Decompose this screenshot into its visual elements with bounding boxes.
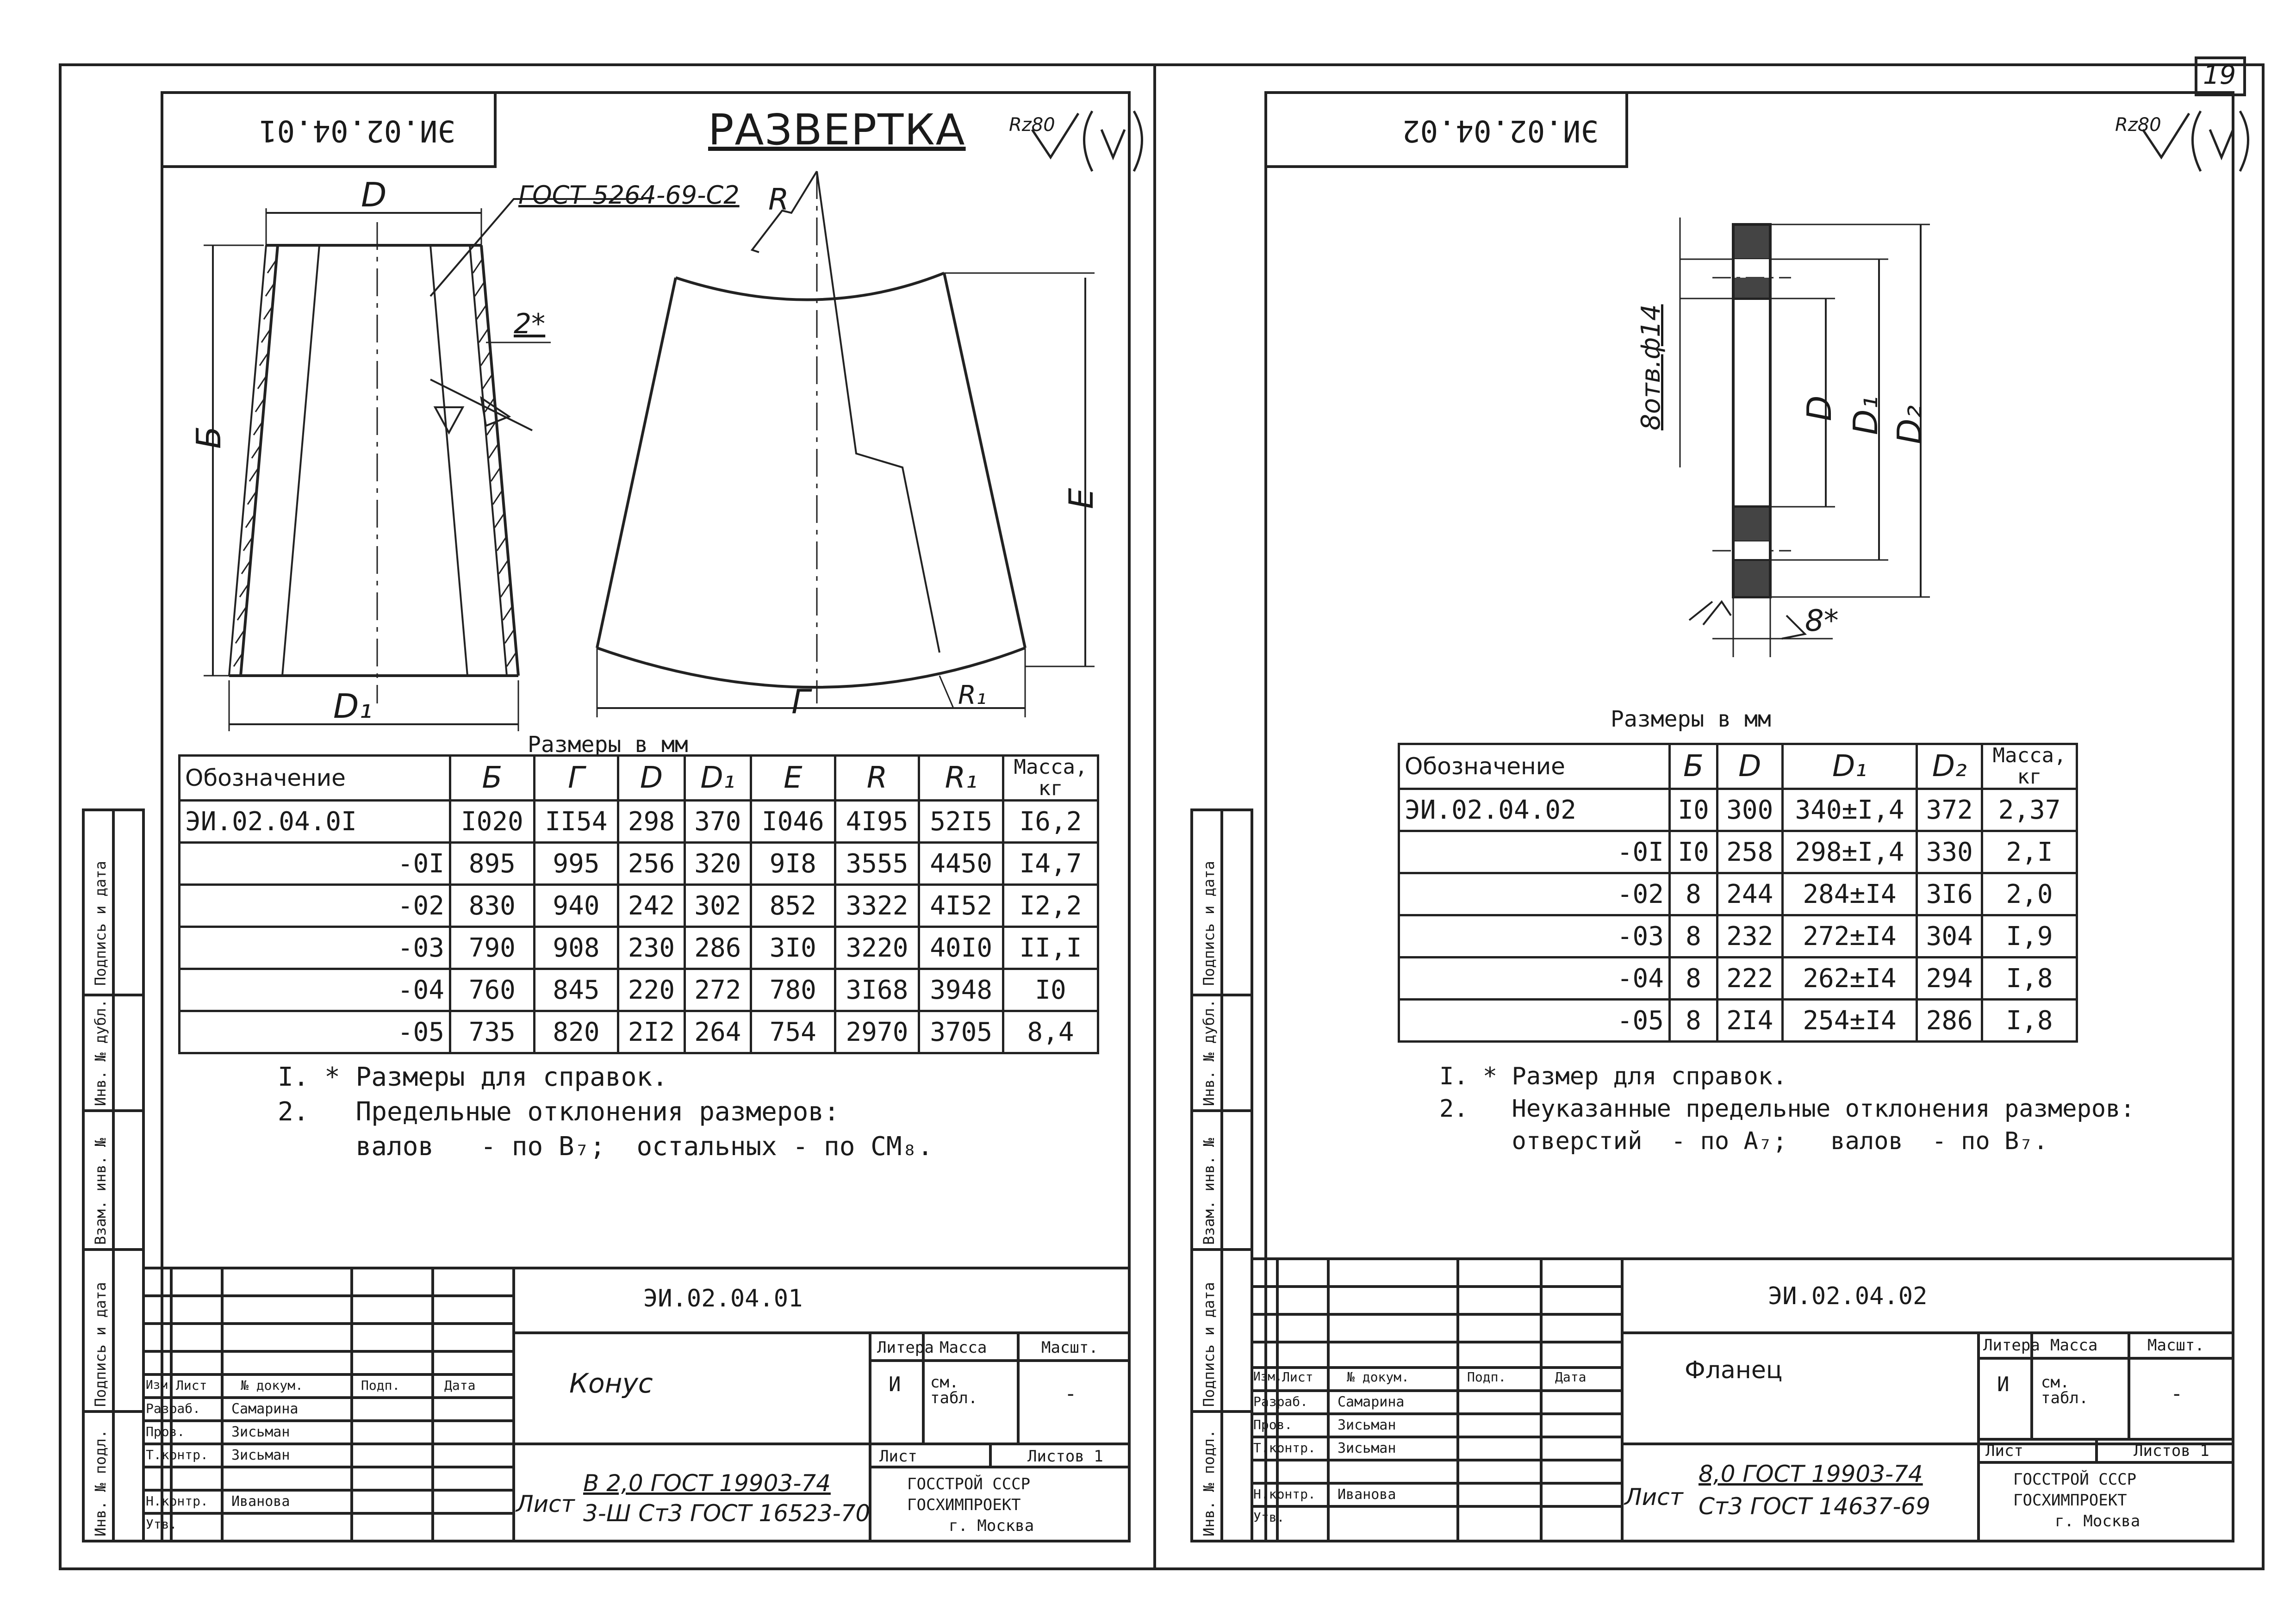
right-tb-mass-head: Масса [2050, 1336, 2098, 1355]
cell: 4450 [919, 843, 1003, 885]
left-tb-mass-head: Масса [940, 1338, 987, 1357]
cone-label-D1: D₁ [333, 687, 373, 726]
cell: I0 [1670, 831, 1717, 873]
table-row [180, 801, 1098, 843]
left-tb-mass: см. табл. [930, 1373, 978, 1407]
right-code-inverted: ЭИ.02.04.02 [1402, 113, 1599, 148]
right-tb-head-doc: № докум. [1347, 1369, 1409, 1385]
right-tb-person: Самарина [1338, 1394, 1405, 1410]
cell-designation: -0I [180, 843, 450, 885]
cell: 3705 [919, 1011, 1003, 1053]
cell-mass: 8,4 [1003, 1011, 1098, 1053]
flange-label-D2: D₂ [1890, 405, 1929, 444]
cell-designation: -02 [1399, 873, 1670, 915]
flange-label-thickness: 8* [1805, 604, 1839, 638]
cone-hatch [234, 259, 516, 666]
left-tb-org-1: ГОССТРОЙ СССР [907, 1475, 1031, 1493]
cell: 232 [1717, 915, 1783, 958]
cell: 780 [751, 969, 835, 1011]
cell-designation: -03 [1399, 915, 1670, 958]
dev-label-E: Е [1062, 488, 1101, 509]
th-R: R [835, 756, 919, 801]
left-code-inverted: ЭИ.02.04.01 [259, 113, 455, 148]
right-tb-scale: - [2171, 1382, 2183, 1405]
cell: 254±I4 [1782, 1000, 1917, 1042]
right-tb-code: ЭИ.02.04.02 [1768, 1282, 1928, 1310]
flange-dimensions-table [1398, 743, 2078, 1043]
cell: 8 [1670, 958, 1717, 1000]
right-tb-org-2: ГОСХИМПРОЕКТ [2013, 1491, 2127, 1510]
table-row [180, 885, 1098, 927]
th-D: D [618, 756, 684, 801]
cell: 2970 [835, 1011, 919, 1053]
right-tb-head-sign: Подп. [1467, 1369, 1506, 1385]
right-tb-role: Т.контр. [1253, 1440, 1316, 1455]
cell: 3555 [835, 843, 919, 885]
cell-mass: I,9 [1982, 915, 2077, 958]
cell: 830 [450, 885, 535, 927]
cell: 2I2 [618, 1011, 684, 1053]
left-strip-label: Инв. № дубл. [92, 999, 109, 1106]
th-D: D [1717, 744, 1783, 789]
cell: 3322 [835, 885, 919, 927]
right-tb-person: Зисьман [1338, 1417, 1396, 1433]
table-row [180, 927, 1098, 969]
cell: 284±I4 [1782, 873, 1917, 915]
cell-designation: -04 [180, 969, 450, 1011]
right-tb-org-1: ГОССТРОЙ СССР [2013, 1470, 2137, 1489]
table-row [1399, 1000, 2077, 1042]
cell: 790 [450, 927, 535, 969]
thickness-label: 2* [514, 308, 546, 340]
th-B: Б [1670, 744, 1717, 789]
left-sizes-caption: Размеры в мм [528, 732, 688, 758]
cell: II54 [534, 801, 618, 843]
right-tb-head-izm: Изм. [1253, 1370, 1282, 1384]
left-tb-org-3: г. Москва [949, 1517, 1034, 1535]
table-row [180, 843, 1098, 885]
th-E: Е [751, 756, 835, 801]
left-tb-role: Т.контр. [146, 1447, 208, 1462]
cell: 302 [684, 885, 751, 927]
left-tb-org-2: ГОСХИМПРОЕКТ [907, 1496, 1021, 1514]
right-tb-material-2: Ст3 ГОСТ 14637-69 [1699, 1493, 1931, 1520]
left-strip-label: Подпись и дата [92, 1282, 109, 1407]
table-row [180, 969, 1098, 1011]
weld-gost-label: ГОСТ 5264-69-С2 [518, 180, 740, 210]
right-tb-litera-head: Литера [1983, 1336, 2040, 1355]
th-mass: Масса, кг [1982, 744, 2077, 789]
cell: 40I0 [919, 927, 1003, 969]
cell-designation: -0I [1399, 831, 1670, 873]
cell-mass: I,8 [1982, 958, 2077, 1000]
cell: 256 [618, 843, 684, 885]
left-tb-person: Самарина [231, 1401, 299, 1417]
right-tb-sheets-label: Листов 1 [2134, 1442, 2209, 1460]
table-row [180, 1011, 1098, 1053]
cell: 300 [1717, 789, 1783, 831]
table-row [1399, 958, 2077, 1000]
th-D1: D₁ [1782, 744, 1917, 789]
table-row [1399, 915, 2077, 958]
cell-designation: -04 [1399, 958, 1670, 1000]
right-strip-label: Взам. инв. № [1200, 1138, 1218, 1245]
cell: 8 [1670, 915, 1717, 958]
right-strip-label: Подпись и дата [1200, 1282, 1218, 1407]
right-tb-name: Фланец [1685, 1356, 1783, 1384]
cell: 760 [450, 969, 535, 1011]
left-note-1: I. * Размеры для справок. [278, 1062, 668, 1092]
cell: 995 [534, 843, 618, 885]
cell: 298±I,4 [1782, 831, 1917, 873]
cell: 230 [618, 927, 684, 969]
cell: 9I8 [751, 843, 835, 885]
left-tb-sheets-label: Листов 1 [1027, 1447, 1103, 1466]
cell: 3948 [919, 969, 1003, 1011]
cell: 298 [618, 801, 684, 843]
cell: 820 [534, 1011, 618, 1053]
cell-mass: I4,7 [1003, 843, 1098, 885]
cell: 264 [684, 1011, 751, 1053]
cell: I0 [1670, 789, 1717, 831]
cell: 272 [684, 969, 751, 1011]
th-mass: Масса, кг [1003, 756, 1098, 801]
cell: I020 [450, 801, 535, 843]
cell-mass: I,8 [1982, 1000, 2077, 1042]
cell: 340±I,4 [1782, 789, 1917, 831]
table-header-row [180, 756, 1098, 801]
cell-mass: 2,37 [1982, 789, 2077, 831]
left-heading: РАЗВЕРТКА [708, 105, 966, 155]
left-tb-head-date: Дата [444, 1378, 476, 1393]
th-D1: D₁ [684, 756, 751, 801]
right-roughness-label: Rz80 [2115, 114, 2161, 136]
th-B: Б [450, 756, 535, 801]
cone-label-B: Б [189, 426, 228, 449]
sheet-number: 19 [2203, 60, 2236, 90]
cell: 908 [534, 927, 618, 969]
cell: 4I52 [919, 885, 1003, 927]
cell-mass: 2,0 [1982, 873, 2077, 915]
right-tb-role: Пров. [1253, 1417, 1293, 1432]
cone-dimensions-table [178, 754, 1099, 1054]
flange-label-D1: D₁ [1846, 396, 1885, 435]
left-tb-person: Зисьман [231, 1424, 290, 1440]
right-tb-person: Зисьман [1338, 1440, 1396, 1456]
cell: 242 [618, 885, 684, 927]
cell: 258 [1717, 831, 1783, 873]
cell: 304 [1917, 915, 1982, 958]
left-note-2: 2. Предельные отклонения размеров: [278, 1097, 840, 1127]
cell-designation: -03 [180, 927, 450, 969]
left-tb-head-sign: Подп. [361, 1378, 400, 1393]
right-strip-label: Инв. № подл. [1200, 1429, 1218, 1536]
cell: 754 [751, 1011, 835, 1053]
cell-designation: -02 [180, 885, 450, 927]
cell: 3220 [835, 927, 919, 969]
cell: 735 [450, 1011, 535, 1053]
cell: 320 [684, 843, 751, 885]
right-tb-litera: И [1997, 1373, 2010, 1396]
cell: 895 [450, 843, 535, 885]
cell: 370 [684, 801, 751, 843]
cone-drawing [204, 199, 643, 731]
cell: 3I0 [751, 927, 835, 969]
cell: 52I5 [919, 801, 1003, 843]
dev-label-G: Г [791, 682, 810, 721]
th-designation: Обозначение [180, 756, 450, 801]
left-tb-scale-head: Масшт. [1041, 1338, 1098, 1357]
th-G: Г [534, 756, 618, 801]
left-tb-litera: И [889, 1373, 901, 1396]
left-tb-sheet-word: Лист [516, 1491, 575, 1517]
right-tb-scale-head: Масшт. [2147, 1336, 2204, 1355]
dev-label-R1: R₁ [958, 680, 987, 710]
left-tb-head-izm: Изм. [146, 1378, 175, 1392]
cell: 220 [618, 969, 684, 1011]
table-row [1399, 873, 2077, 915]
right-tb-role: Разраб. [1253, 1394, 1308, 1409]
left-tb-scale: - [1064, 1382, 1077, 1405]
left-tb-person: Зисьман [231, 1447, 290, 1463]
right-note-2: 2. Неуказанные предельные отклонения размеров: [1439, 1095, 2135, 1123]
cell: 294 [1917, 958, 1982, 1000]
roughness-marks [1032, 111, 2248, 171]
right-tb-mass: см. табл. [2041, 1373, 2089, 1407]
cell-mass: I6,2 [1003, 801, 1098, 843]
cell: 4I95 [835, 801, 919, 843]
right-sizes-caption: Размеры в мм [1611, 706, 1771, 732]
cell-designation: ЭИ.02.04.02 [1399, 789, 1670, 831]
cell-mass: I2,2 [1003, 885, 1098, 927]
cell: 845 [534, 969, 618, 1011]
th-R1: R₁ [919, 756, 1003, 801]
left-tb-litera-head: Литера [877, 1338, 934, 1357]
left-tb-role: Разраб. [146, 1401, 201, 1416]
right-strip-label: Инв. № дубл. [1200, 999, 1218, 1106]
table-header-row [1399, 744, 2077, 789]
flange-hatch [1735, 226, 1769, 596]
left-tb-role: Утв. [146, 1517, 177, 1532]
cell: 2I4 [1717, 1000, 1783, 1042]
right-strip-label: Подпись и дата [1200, 861, 1218, 986]
right-tb-sheet-label: Лист [1985, 1442, 2023, 1460]
left-tb-person: Иванова [231, 1493, 290, 1510]
left-tb-material-1: В 2,0 ГОСТ 19903-74 [583, 1470, 831, 1497]
cell: 262±I4 [1782, 958, 1917, 1000]
cell-mass: I0 [1003, 969, 1098, 1011]
left-note-3: валов - по В₇; остальных - по СМ₈. [278, 1132, 933, 1162]
left-tb-head-doc: № докум. [241, 1378, 303, 1393]
cell: 8 [1670, 873, 1717, 915]
right-tb-role: Н.контр. [1253, 1486, 1316, 1502]
cell-mass: II,I [1003, 927, 1098, 969]
flange-label-holes: 8отв.ф14 [1636, 304, 1666, 430]
development-drawing [597, 171, 1095, 721]
left-tb-name: Конус [569, 1368, 653, 1399]
table-row [1399, 831, 2077, 873]
cell-designation: -05 [180, 1011, 450, 1053]
th-designation: Обозначение [1399, 744, 1670, 789]
cell-mass: 2,I [1982, 831, 2077, 873]
cell: 3I68 [835, 969, 919, 1011]
flange-label-D: D [1800, 395, 1839, 421]
cell: 8 [1670, 1000, 1717, 1042]
cell: 244 [1717, 873, 1783, 915]
left-strip-label: Взам. инв. № [92, 1138, 109, 1245]
left-tb-role: Н.контр. [146, 1493, 208, 1509]
cell: 286 [1917, 1000, 1982, 1042]
right-tb-head-list: Лист [1282, 1369, 1313, 1385]
cell: 3I6 [1917, 873, 1982, 915]
right-tb-sheet-word: Лист [1624, 1484, 1683, 1511]
cell: 272±I4 [1782, 915, 1917, 958]
cell-designation: ЭИ.02.04.0I [180, 801, 450, 843]
cone-label-D: D [361, 175, 387, 214]
left-tb-code: ЭИ.02.04.01 [643, 1285, 803, 1312]
cell: 940 [534, 885, 618, 927]
right-tb-org-3: г. Москва [2055, 1512, 2140, 1530]
right-note-1: I. * Размер для справок. [1439, 1063, 1787, 1090]
left-tb-sheet-label: Лист [879, 1447, 917, 1466]
left-roughness-label: Rz80 [1009, 114, 1055, 136]
cell: 852 [751, 885, 835, 927]
left-strip-label: Инв. № подл. [92, 1429, 109, 1536]
right-tb-person: Иванова [1338, 1486, 1396, 1503]
cell: 222 [1717, 958, 1783, 1000]
cell: I046 [751, 801, 835, 843]
left-strip-label: Подпись и дата [92, 861, 109, 986]
right-tb-role: Утв. [1253, 1510, 1285, 1525]
cell: 286 [684, 927, 751, 969]
left-tb-head-list: Лист [176, 1378, 207, 1393]
cell-designation: -05 [1399, 1000, 1670, 1042]
left-tb-material-2: 3-Ш Ст3 ГОСТ 16523-70 [583, 1500, 871, 1527]
cell: 330 [1917, 831, 1982, 873]
right-tb-head-date: Дата [1555, 1369, 1587, 1385]
cell: 372 [1917, 789, 1982, 831]
th-D2: D₂ [1917, 744, 1982, 789]
right-note-3: отверстий - по А₇; валов - по В₇. [1439, 1127, 2048, 1155]
table-row [1399, 789, 2077, 831]
dev-label-R: R [768, 183, 789, 217]
left-tb-role: Пров. [146, 1424, 185, 1439]
right-tb-material-1: 8,0 ГОСТ 19903-74 [1699, 1461, 1923, 1487]
